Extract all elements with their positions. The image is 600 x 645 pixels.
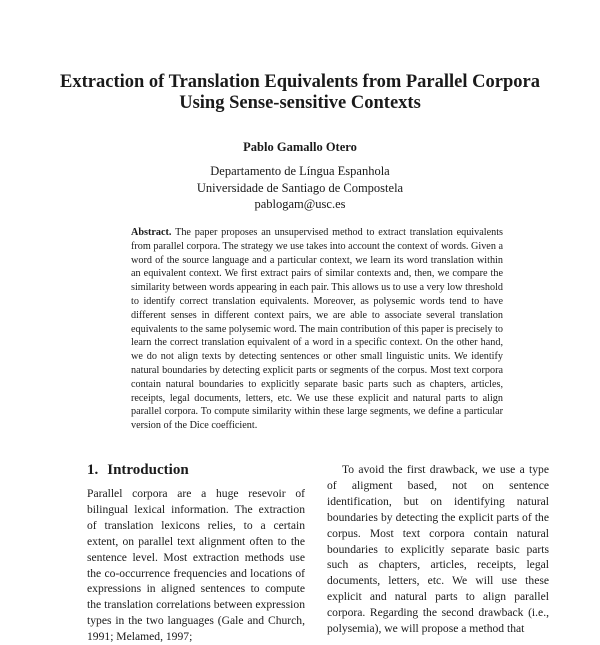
author-name: Pablo Gamallo Otero — [243, 140, 357, 154]
affiliation — [0, 163, 600, 213]
section-heading — [87, 460, 189, 480]
left-column-text: Parallel corpora are a huge resevoir of bilingual lexical information. The extraction of translation lexicons relies, to a certain extent, on parallel text alignment often to the sentence level. Most extraction methods use the co-occurrence frequencies and locations of expressions in aligned sentences to compute the translation correlations between expression types in the two languages (Gale and Church, 1991; Melamed, 1997; — [87, 487, 305, 644]
left-column — [87, 486, 305, 645]
author-email: pablogam@usc.es — [254, 197, 346, 211]
right-column — [327, 462, 549, 637]
affiliation-department: Departamento de Língua Espanhola — [210, 164, 390, 178]
title-line-2: Using Sense-sensitive Contexts — [179, 93, 421, 113]
affiliation-university: Universidade de Santiago de Compostela — [196, 180, 404, 195]
title-line-1: Extraction of Translation Equivalents from Parallel Corpora — [60, 72, 540, 92]
paper-title — [40, 72, 560, 114]
abstract-label: Abstract. — [131, 227, 172, 238]
abstract — [131, 226, 503, 433]
abstract-text: The paper proposes an unsupervised method to extract translation equivalents from parallel corpora. The strategy we use takes into account the context of words. Given a word of the source language and a particular context, we learn its word translation within an equivalent context. We first extract pairs of similar contexts and, then, we compare the similarity between words appearing in each pair. This allows us to use a very low threshold to identify correct translation equivalents. Moreover, as polysemic words tend to have different senses in different context pairs, we are able to associate several translation equivalents to the same polysemic word. The main contribution of this paper is precisely to learn the correct translation equivalent of a word in a specific context. On the other hand, we do not align texts by detecting sentences or other small linguistic units. We identify natural boundaries by detecting explicit parts or segments of the corpus. Most text corpora contain natural boundaries to explicitly separate basic parts such as chapters, articles, receipts, legal documents, letters, etc. We use these explicit and natural parts to align parallel corpora. To compute similarity within these large segments, we define a particular version of the Dice coefficient. — [131, 227, 503, 432]
section-title: Introduction — [107, 462, 189, 478]
section-number: 1. — [87, 462, 99, 478]
right-column-text: To avoid the first drawback, we use a type of aligment based, not on sentence identification, but on identifying natural boundaries by detecting the explicit parts of the corpus. Most text corpora contain natural boundaries to explicitly separate basic parts such as chapters, articles, receipts, legal documents, letters, etc. We will use these explicit and natural parts to align parallel corpora. Regarding the second drawback (i.e., polysemia), we will propose a method that — [327, 463, 549, 636]
